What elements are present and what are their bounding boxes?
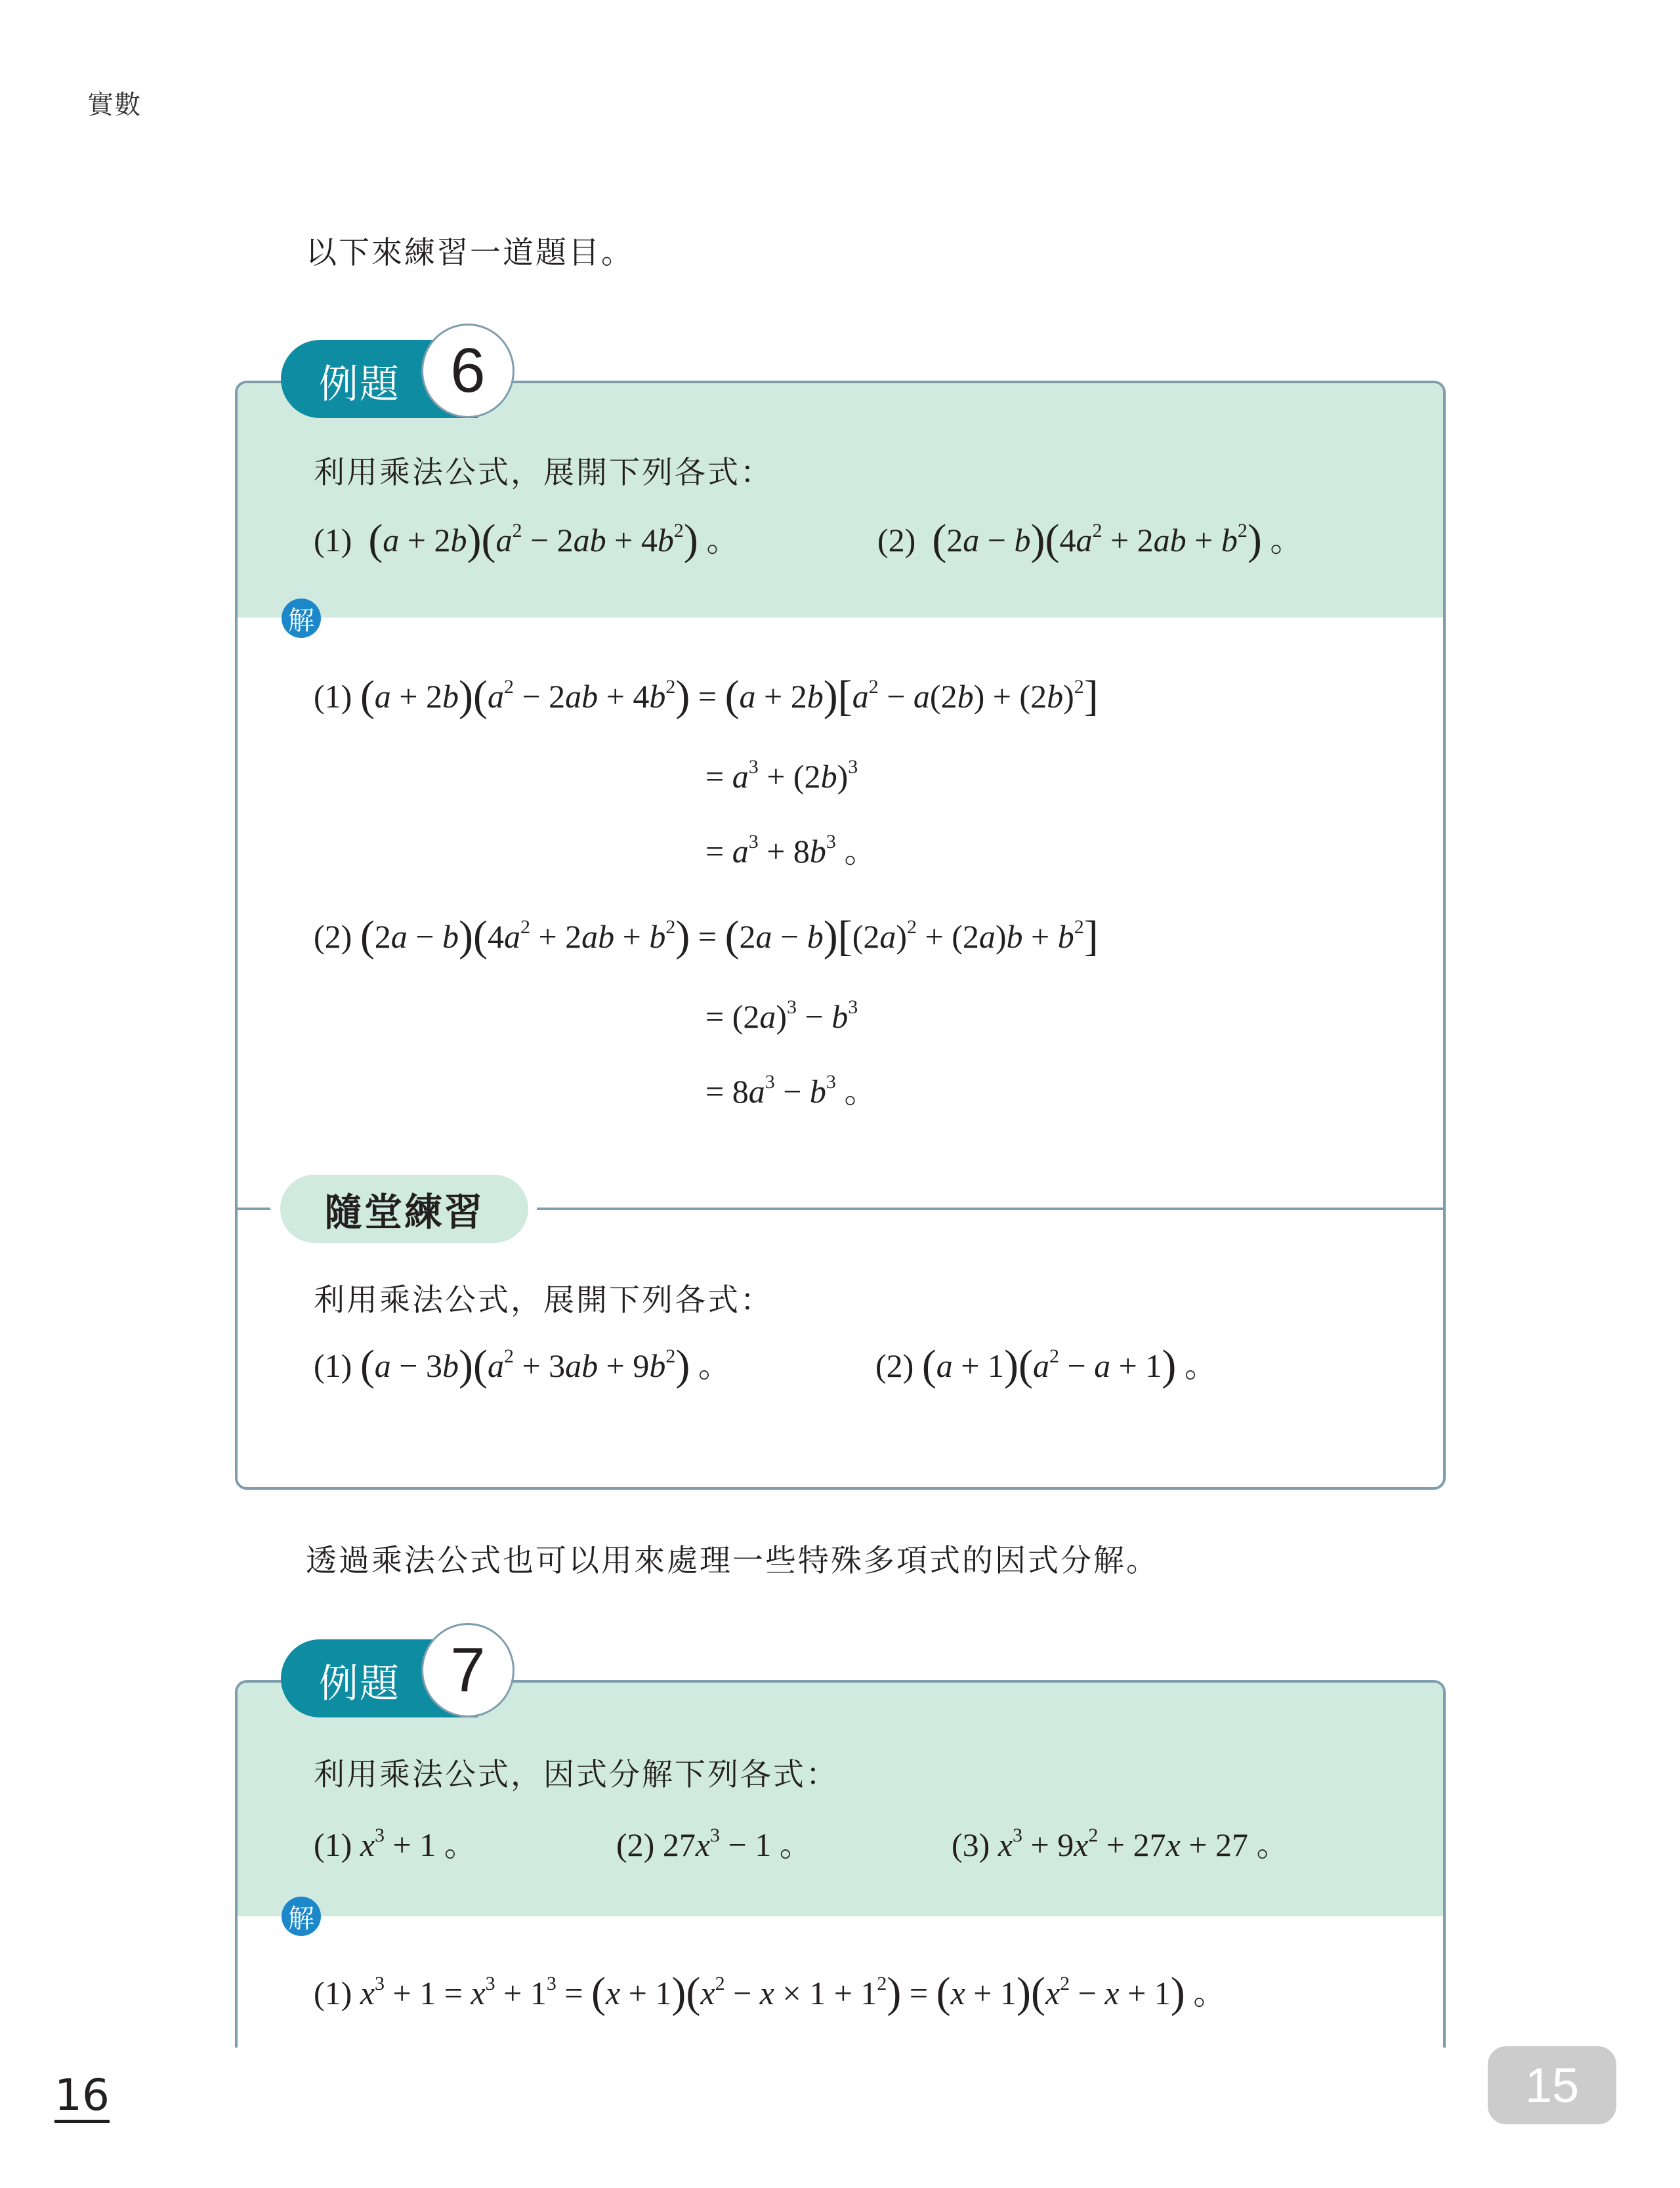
intro-text-2: 透過乘法公式也可以用來處理一些特殊多項式的因式分解。 — [306, 1543, 1159, 1579]
example-7-solution-1: (1) $x^3 + 1 = x^3 + 1^3 = (x + 1)(x^2 - x \times 1 + 1^2) = (x + 1)(x^2 - x + 1)$ 。 — [314, 1969, 1227, 2017]
example-7-problem-3: (3) $x^3 + 9x^2 + 27x + 27$ 。 — [952, 1824, 1290, 1863]
badge-label: 例題 — [319, 1661, 400, 1707]
example-6-badge — [281, 324, 517, 408]
practice-problem-1: (1) $(a - 3b)(a^2 + 3ab + 9b^2)$ 。 — [314, 1341, 731, 1389]
example-7-question-area — [238, 1683, 1443, 1916]
example-6-solution-2-line-2: = $(2a)^3 - b^3$ — [705, 996, 858, 1035]
example-6-solution-1-line-1: (1) $(a + 2b)(a^2 - 2ab + 4b^2) = (a + 2b)[a^2 - a(2b) + (2b)^2]$ — [314, 672, 1099, 720]
practice-label: 隨堂練習 — [324, 1190, 484, 1234]
page-number-right: 15 — [1488, 2046, 1616, 2124]
example-7-badge — [281, 1623, 517, 1707]
badge-number-circle — [421, 324, 514, 418]
example-6-solution-2-line-3: = $8a^3 - b^3$ 。 — [705, 1071, 877, 1110]
practice-divider-left — [235, 1208, 270, 1210]
example-6-problem-1: (1) $(a + 2b)(a^2 - 2ab + 4b^2)$ 。 — [314, 516, 740, 564]
example-6-solution-1-line-2: = $a^3 + (2b)^3$ — [705, 756, 858, 795]
example-6-prompt: 利用乘法公式，展開下列各式： — [314, 455, 773, 491]
problem-label: (2) — [877, 522, 916, 558]
intro-text-1: 以下來練習一道題目。 — [306, 235, 634, 271]
badge-number: 6 — [450, 335, 486, 406]
example-6-problem-2: (2) $(2a - b)(4a^2 + 2ab + b^2)$ 。 — [877, 516, 1303, 564]
example-6-solution-1-line-3: = $a^3 + 8b^3$ 。 — [705, 831, 877, 870]
problem-label: (1) — [314, 522, 352, 558]
running-head: 實數 — [87, 90, 141, 120]
page-number-left: 16 — [54, 2074, 110, 2123]
solution-icon: 解 — [282, 1897, 321, 1936]
practice-prompt: 利用乘法公式，展開下列各式： — [314, 1282, 773, 1318]
example-7-box — [235, 1680, 1446, 2048]
badge-number-circle — [421, 1623, 514, 1717]
example-6-solution-2-line-1: (2) $(2a - b)(4a^2 + 2ab + b^2) = (2a - b)[(2a)^2 + (2a)b + b^2]$ — [314, 912, 1099, 960]
example-6-question-area — [238, 383, 1443, 618]
solution-icon: 解 — [282, 599, 321, 638]
practice-divider-right — [537, 1208, 1443, 1210]
badge-number: 7 — [450, 1635, 486, 1705]
badge-label: 例題 — [319, 362, 400, 408]
example-6-box — [235, 381, 1446, 1490]
practice-problem-2: (2) $(a + 1)(a^2 - a + 1)$ 。 — [875, 1341, 1217, 1389]
example-7-prompt: 利用乘法公式，因式分解下列各式： — [314, 1757, 839, 1793]
example-7-problem-2: (2) $27x^3 - 1$ 。 — [616, 1824, 812, 1863]
practice-label-pill — [280, 1175, 528, 1243]
example-7-problem-1: (1) $x^3 + 1$ 。 — [314, 1824, 477, 1863]
